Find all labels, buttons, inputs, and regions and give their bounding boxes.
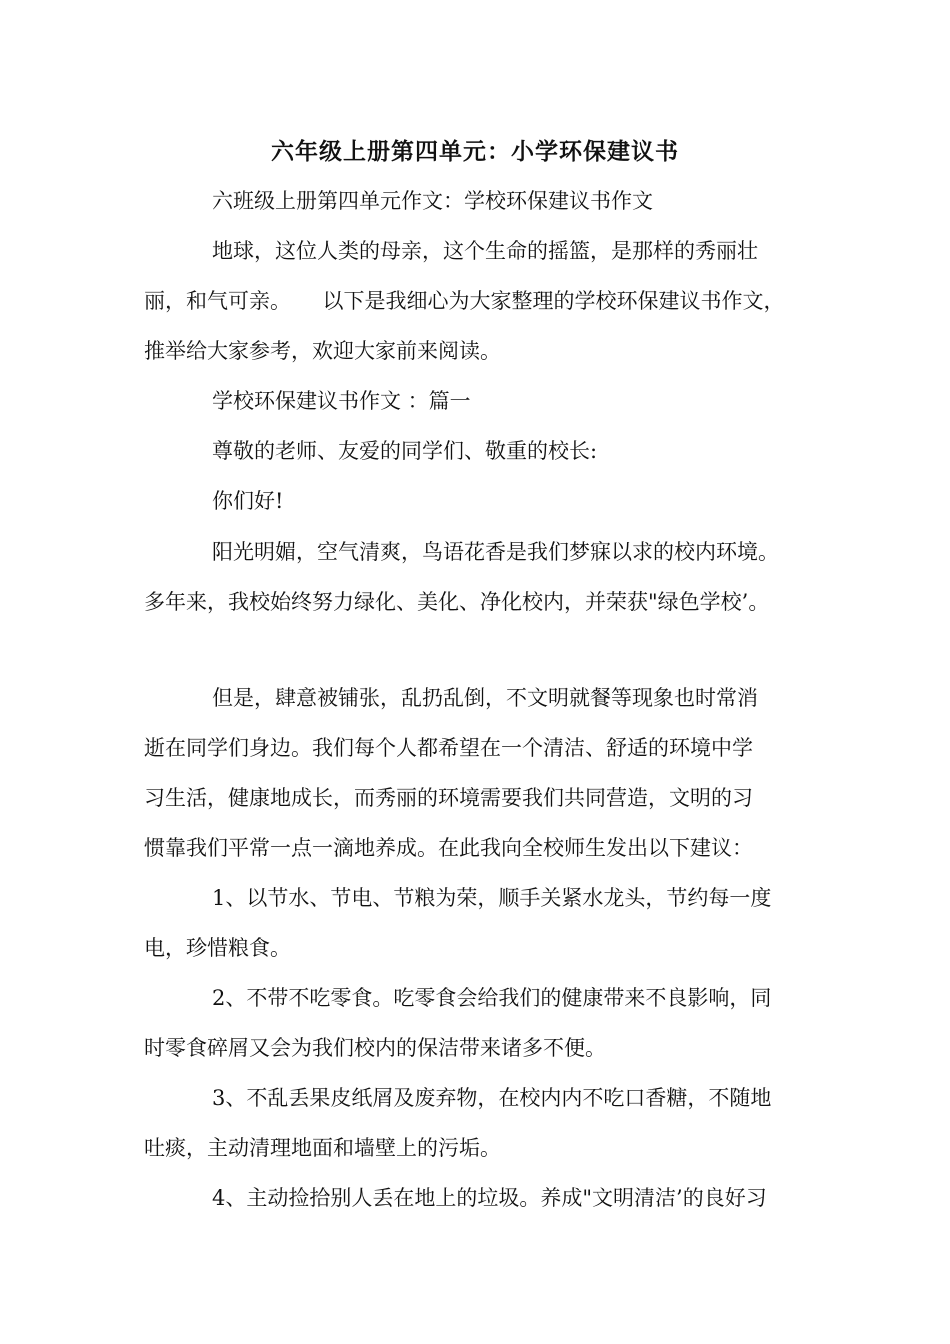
- paragraph-line: 多年来，我校始终努力绿化、美化、净化校内，并荣获"绿色学校’。: [144, 590, 770, 614]
- paragraph-line: 逝在同学们身边。我们每个人都希望在一个清洁、舒适的环境中学: [144, 736, 753, 760]
- paragraph-line: 阳光明媚，空气清爽，鸟语花香是我们梦寐以求的校内环境。: [212, 540, 779, 564]
- greeting-line: 你们好!: [212, 489, 284, 513]
- paragraph-line: 习生活，健康地成长，而秀丽的环境需要我们共同营造，文明的习: [144, 786, 753, 810]
- list-item-line: 2、不带不吃零食。吃零食会给我们的健康带来不良影响，同: [212, 986, 772, 1010]
- salutation-line: 尊敬的老师、友爱的同学们、敬重的校长:: [212, 439, 598, 463]
- section-heading: 学校环保建议书作文 ：篇一: [212, 389, 471, 413]
- list-item-line: 时零食碎屑又会为我们校内的保洁带来诸多不便。: [144, 1036, 606, 1060]
- paragraph-line: 惯靠我们平常一点一滴地养成。在此我向全校师生发出以下建议：: [144, 836, 753, 860]
- list-item-line: 电，珍惜粮食。: [144, 936, 291, 960]
- paragraph-line: 推举给大家参考，欢迎大家前来阅读。: [144, 339, 501, 363]
- paragraph-line: 但是，肆意被铺张，乱扔乱倒，不文明就餐等现象也时常消: [212, 686, 758, 710]
- paragraph-line: 丽，和气可亲。 以下是我细心为大家整理的学校环保建议书作文，: [144, 289, 785, 313]
- list-item-line: 吐痰，主动清理地面和墙壁上的污垢。: [144, 1136, 501, 1160]
- paragraph-line: 地球，这位人类的母亲，这个生命的摇篮，是那样的秀丽壮: [212, 239, 758, 263]
- subtitle-line: 六班级上册第四单元作文：学校环保建议书作文: [212, 189, 653, 213]
- list-item-line: 4、主动捡拾别人丢在地上的垃圾。养成"文明清洁’的良好习: [212, 1186, 767, 1210]
- document-title: 六年级上册第四单元：小学环保建议书: [271, 138, 679, 165]
- list-item-line: 3、不乱丢果皮纸屑及废弃物，在校内内不吃口香糖，不随地: [212, 1086, 772, 1110]
- list-item-line: 1、以节水、节电、节粮为荣，顺手关紧水龙头，节约每一度: [212, 886, 772, 910]
